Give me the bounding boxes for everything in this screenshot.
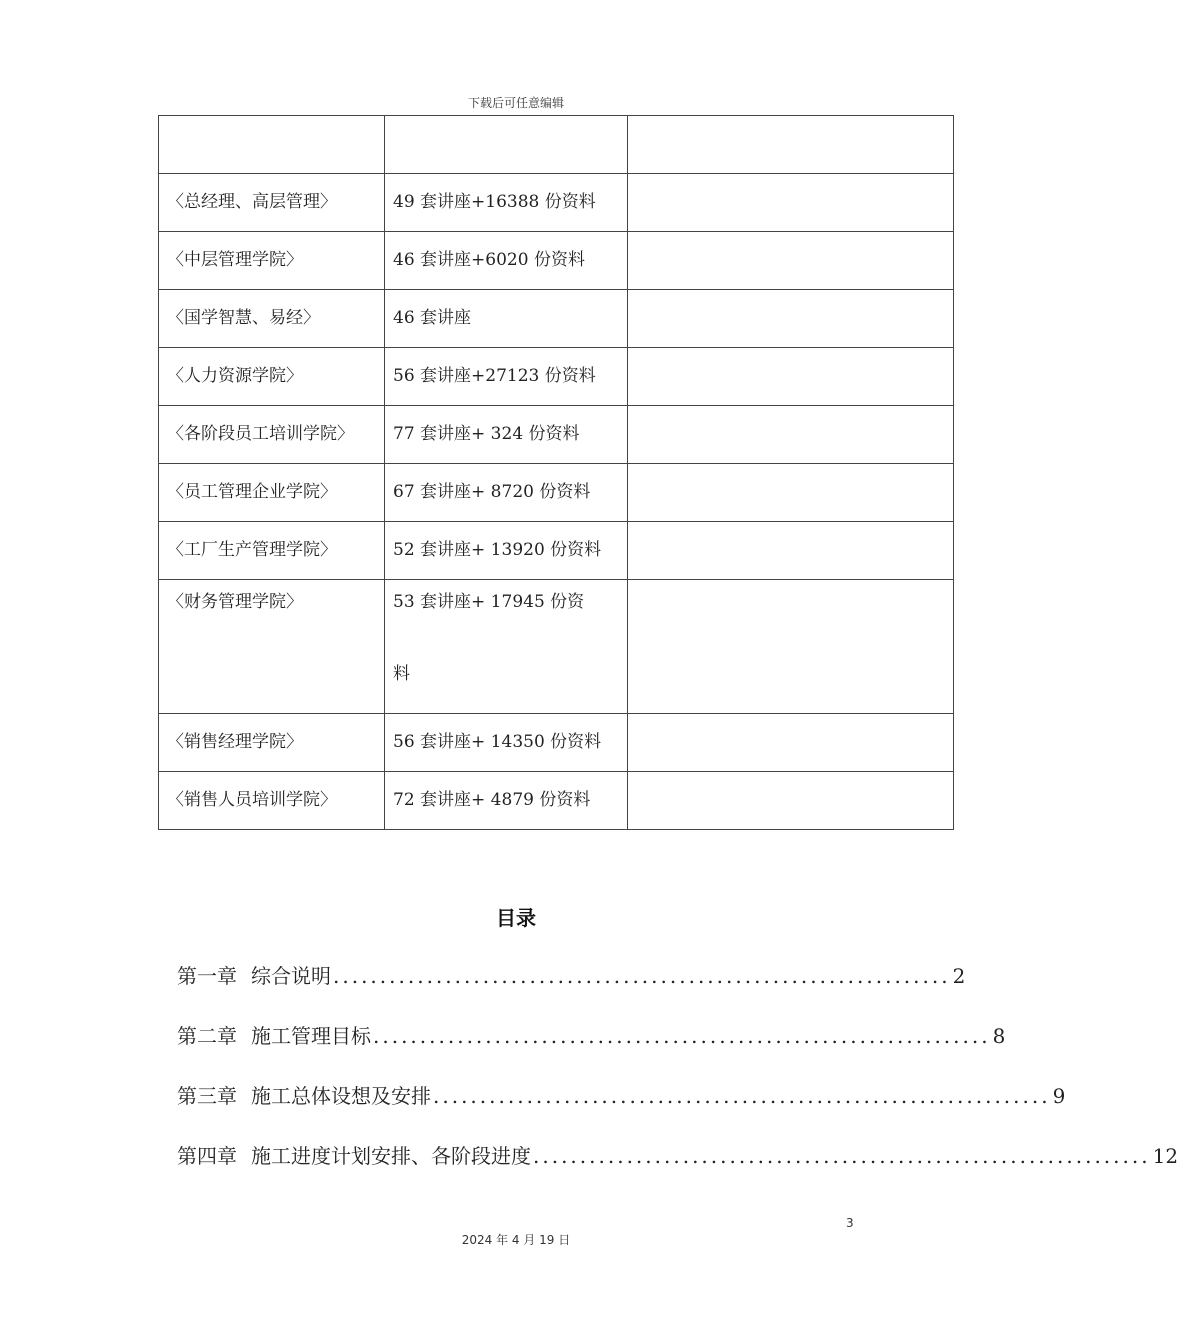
toc-entry[interactable] xyxy=(177,1140,1178,1169)
toc-leader-dots: .................................................................. xyxy=(373,1024,991,1048)
extra-cell xyxy=(628,580,954,714)
extra-cell xyxy=(628,232,954,290)
course-name-cell: 〈工厂生产管理学院〉 xyxy=(159,522,385,580)
course-content-line-1: 53 套讲座+ 17945 份资 xyxy=(393,592,585,612)
extra-cell xyxy=(628,116,954,174)
toc-leader-dots: .................................................................. xyxy=(333,964,951,988)
toc-chapter-number: 第四章 xyxy=(177,1144,237,1168)
course-name-cell: 〈销售经理学院〉 xyxy=(159,714,385,772)
course-name-cell: 〈人力资源学院〉 xyxy=(159,348,385,406)
toc-chapter-name: 综合说明 xyxy=(251,964,331,988)
course-content-cell: 67 套讲座+ 8720 份资料 xyxy=(385,464,628,522)
table-row xyxy=(159,464,954,522)
course-content-cell: 56 套讲座+27123 份资料 xyxy=(385,348,628,406)
course-content-cell: 52 套讲座+ 13920 份资料 xyxy=(385,522,628,580)
extra-cell xyxy=(628,464,954,522)
toc-page-number: 2 xyxy=(952,964,966,988)
table-row xyxy=(159,290,954,348)
toc-leader-dots: .................................................................. xyxy=(533,1144,1151,1168)
toc-entry[interactable] xyxy=(177,1080,1066,1109)
toc-entry[interactable] xyxy=(177,1020,1006,1049)
course-name-cell: 〈财务管理学院〉 xyxy=(159,580,385,714)
toc-page-number: 12 xyxy=(1152,1144,1178,1168)
table-row xyxy=(159,406,954,464)
page-number: 3 xyxy=(846,1216,854,1230)
toc-title: 目录 xyxy=(496,906,536,930)
extra-cell xyxy=(628,174,954,232)
extra-cell xyxy=(628,772,954,830)
table-row xyxy=(159,174,954,232)
toc-entry[interactable] xyxy=(177,960,966,989)
toc-chapter-number: 第三章 xyxy=(177,1084,237,1108)
extra-cell xyxy=(628,714,954,772)
toc-page-number: 9 xyxy=(1052,1084,1066,1108)
table-row xyxy=(159,580,954,714)
table-row xyxy=(159,116,954,174)
course-content-cell: 46 套讲座+6020 份资料 xyxy=(385,232,628,290)
toc-chapter-name: 施工总体设想及安排 xyxy=(251,1084,431,1108)
table-row xyxy=(159,348,954,406)
table-row xyxy=(159,522,954,580)
course-content-cell xyxy=(385,580,628,714)
course-content-cell: 56 套讲座+ 14350 份资料 xyxy=(385,714,628,772)
course-name-cell: 〈国学智慧、易经〉 xyxy=(159,290,385,348)
course-content-cell: 46 套讲座 xyxy=(385,290,628,348)
toc-chapter-name: 施工进度计划安排、各阶段进度 xyxy=(251,1144,531,1168)
table-row xyxy=(159,714,954,772)
toc-chapter-number: 第二章 xyxy=(177,1024,237,1048)
course-name-cell: 〈销售人员培训学院〉 xyxy=(159,772,385,830)
course-content-cell xyxy=(385,116,628,174)
course-name-cell: 〈员工管理企业学院〉 xyxy=(159,464,385,522)
table-row xyxy=(159,232,954,290)
extra-cell xyxy=(628,290,954,348)
toc-chapter-number: 第一章 xyxy=(177,964,237,988)
toc-leader-dots: .................................................................. xyxy=(433,1084,1051,1108)
extra-cell xyxy=(628,348,954,406)
toc-page-number: 8 xyxy=(992,1024,1006,1048)
course-catalog-table xyxy=(158,115,954,830)
footer-date: 2024 年 4 月 19 日 xyxy=(461,1233,571,1247)
extra-cell xyxy=(628,522,954,580)
course-content-line-2: 料 xyxy=(393,664,410,685)
table-row xyxy=(159,772,954,830)
course-name-cell: 〈中层管理学院〉 xyxy=(159,232,385,290)
extra-cell xyxy=(628,406,954,464)
course-content-cell: 49 套讲座+16388 份资料 xyxy=(385,174,628,232)
header-note: 下载后可任意编辑 xyxy=(467,96,564,110)
course-content-cell: 72 套讲座+ 4879 份资料 xyxy=(385,772,628,830)
course-name-cell: 〈总经理、高层管理〉 xyxy=(159,174,385,232)
toc-chapter-name: 施工管理目标 xyxy=(251,1024,371,1048)
course-content-cell: 77 套讲座+ 324 份资料 xyxy=(385,406,628,464)
course-name-cell: 〈各阶段员工培训学院〉 xyxy=(159,406,385,464)
course-name-cell xyxy=(159,116,385,174)
